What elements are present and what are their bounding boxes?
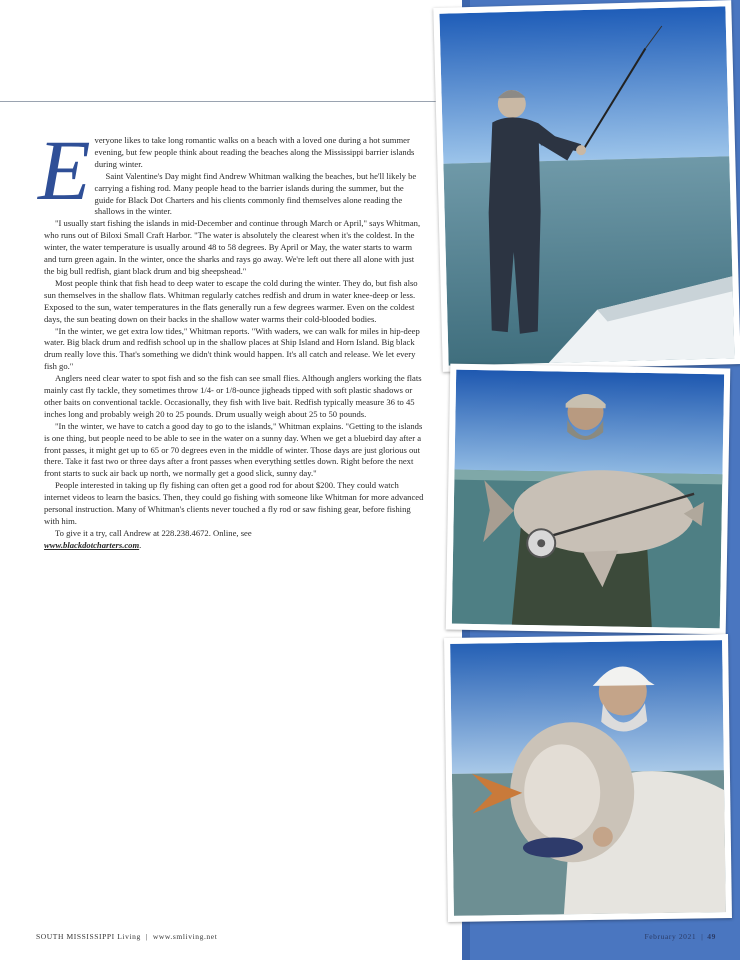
article-paragraph-4: Most people think that fish head to deep water to escape the cold during the winter. They do, but fish also sun themselves in the shallow flats. Whitman regularly catches redfish and drum in water knee-deep or less. Exposed to the sun, water temperatures in the flats generally run a few degrees warmer. Even on the coldest days, the sun beating down on their backs in the shallow water warms their cold-blooded bodies. [44,277,418,324]
footer-separator-right: | [701,932,704,941]
article-body [38,122,424,552]
website-link[interactable]: www.blackdotcharters.com [44,539,140,550]
article-paragraph-5: "In the winter, we get extra low tides," Whitman reports. "With waders, we can walk for miles in hip-deep water. Big black drum and redfish school up in the shallow places at Ship Island and Horn Island. Big black drum really love this. That's something we didn't think would happen. It's all catch and release. We let every fish go." [44,325,420,372]
drop-cap: E [38,122,91,218]
article-paragraph-8: People interested in taking up fly fishing can often get a good rod for about $200. They could watch internet videos to learn the basics. Then, they could go fishing with someone like Whitman for more advanced personal instruction. Many of Whitman's clients never touched a fly rod or saw fishing gear, before fishing with him. [44,480,424,526]
publication-name: SOUTH MISSISSIPPI Living [36,932,141,941]
footer-publication [36,932,217,941]
footer-issue [644,932,716,941]
redfish-catch-image [450,640,726,916]
casting-scene-image [439,6,734,365]
article-paragraph-3: "I usually start fishing the islands in mid-December and continue through March or April," says Whitman, who runs out of Biloxi Small Craft Harbor. "The water is absolutely the clearest when it's the coldest. In the winter, the water temperature is usually around 48 to 58 degrees. By April or May, the water starts to warm and turn green again. In the winter, once the sharks and rays go away. We're left out there all alone with just the big bull redfish, giant black drum and big sheepshead." [44,218,421,276]
header-rule [0,101,440,102]
contact-line: To give it a try, call Andrew at 228.238.4672. Online, see [55,527,252,538]
article-paragraph-6: Anglers need clear water to spot fish and so the fish can see small flies. Although anglers working the flats mainly cast fly tackle, they sometimes throw 1/4- or 1/8-ounce jigheads tipped with soft plastic shadows or other baits on conventional tackle. Occasionally, they fish with live bait. Redfish typically measure 36 to 45 inches long and probably weigh 20 to 25 pounds. Drum usually weigh about 25 to 50 pounds. [44,373,422,419]
article-paragraph-2: Saint Valentine's Day might find Andrew Whitman walking the beaches, but he'll likely be carrying a fishing rod. Many people head to the barrier islands during the summer, but the guide for Black Dot Charters and his clients commonly find themselves alone reading the shallows in the winter. [94,170,417,217]
photo-angler-casting [433,0,740,372]
article-paragraph-9: To give it a try, call Andrew at 228.238.4672. Online, see www.blackdotcharters.com. [44,527,252,550]
page-footer [36,930,716,944]
drum-catch-image [452,370,724,629]
photo-black-drum-catch [446,364,731,635]
footer-separator: | [145,932,148,941]
page-number: 49 [707,932,716,941]
photo-redfish-catch [444,634,732,922]
article-paragraph-1: veryone likes to take long romantic walks on a beach with a loved one during a hot summer evening, but few people think about reading the beaches along the Mississippi barrier islands during winter. [94,135,415,169]
issue-date: February 2021 [644,932,697,941]
article-paragraph-7: "In the winter, we have to catch a good day to go to the islands," Whitman explains. "Getting to the islands is one thing, but people need to be able to see in the water on a sunny day. When we get a bluebird day after a front passes, it might get up to 65 or 70 degrees even in the middle of winter. Those days are just glorious out there. Take it fast two or three days after a front passes when everything settles down. Right before the next front starts to suck air back up north, we normally get a good slick, sunny day." [44,420,423,479]
publication-url[interactable]: www.smliving.net [152,932,218,941]
